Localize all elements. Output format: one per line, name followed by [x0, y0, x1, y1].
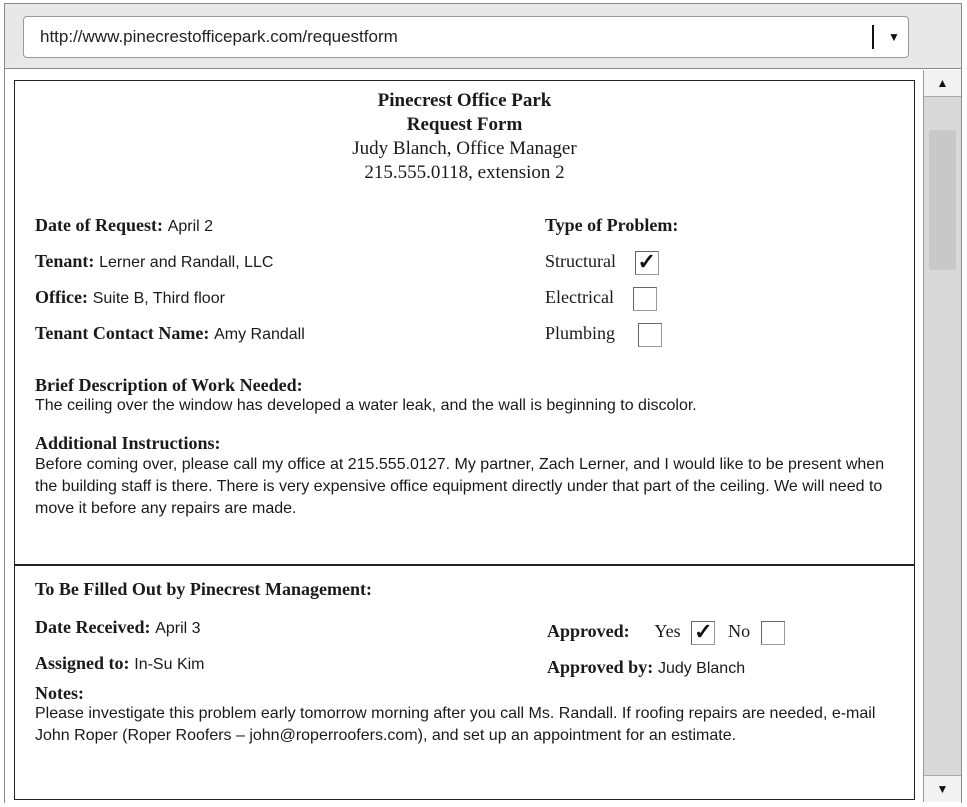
tenant-contact-field: [35, 321, 305, 347]
date-received-label: Date Received:: [35, 617, 151, 637]
office-field: [35, 285, 225, 311]
approved-by-field: [547, 655, 745, 681]
scroll-down-icon[interactable]: ▼: [924, 775, 961, 802]
text-cursor: [872, 25, 874, 49]
assigned-to-field: [35, 651, 205, 677]
tenant-label: Tenant:: [35, 251, 95, 271]
description-title: Brief Description of Work Needed:: [35, 375, 303, 395]
tenant-value: Lerner and Randall, LLC: [99, 254, 274, 271]
structural-checkbox[interactable]: ✓: [635, 251, 659, 275]
request-form: [14, 80, 915, 800]
tenant-contact-value: Amy Randall: [214, 326, 305, 343]
date-of-request-field: [35, 213, 213, 239]
plumbing-checkbox[interactable]: [638, 323, 662, 347]
scroll-up-icon[interactable]: ▲: [924, 70, 961, 97]
plumbing-label: Plumbing: [545, 323, 616, 343]
problem-type-title: [545, 213, 678, 238]
tenant-field: [35, 249, 273, 275]
approved-label: Approved:: [547, 621, 630, 641]
address-bar[interactable]: [23, 16, 909, 58]
electrical-label: Electrical: [545, 287, 614, 307]
url-text[interactable]: http://www.pinecrestofficepark.com/requestform: [40, 27, 398, 46]
instructions-title: Additional Instructions:: [35, 433, 221, 453]
approved-no-checkbox[interactable]: [761, 621, 785, 645]
form-phone: 215.555.0118, extension 2: [364, 162, 565, 183]
form-org-name: Pinecrest Office Park: [377, 90, 552, 111]
problem-option-structural: [545, 249, 659, 275]
office-label: Office:: [35, 287, 88, 307]
problem-option-plumbing: [545, 321, 662, 347]
management-title: To Be Filled Out by Pinecrest Management:: [35, 579, 372, 599]
assigned-to-label: Assigned to:: [35, 653, 130, 673]
assigned-to-value: In-Su Kim: [134, 656, 205, 673]
date-of-request-value: April 2: [167, 218, 214, 235]
vertical-scrollbar[interactable]: [923, 70, 961, 802]
chevron-down-icon[interactable]: ▼: [888, 30, 900, 44]
approved-no-label: No: [728, 621, 751, 641]
form-title: Request Form: [406, 114, 523, 135]
date-of-request-label: Date of Request:: [35, 215, 163, 235]
approved-yes-label: Yes: [654, 621, 681, 641]
structural-label: Structural: [545, 251, 616, 271]
approved-yes-checkbox[interactable]: ✓: [691, 621, 715, 645]
notes-title: Notes:: [35, 683, 84, 703]
instructions-text: Before coming over, please call my office at 215.555.0127. My partner, Zach Lerner, and I would like to be present when the building staff is there. There is very expensive office equipment directly under that part of the ceiling. We will need to move it before any repairs are made.: [35, 456, 885, 517]
problem-option-electrical: [545, 285, 657, 311]
problem-type-label: Type of Problem:: [545, 215, 679, 235]
date-received-value: April 3: [155, 620, 201, 637]
date-received-field: [35, 615, 201, 641]
electrical-checkbox[interactable]: [633, 287, 657, 311]
approved-by-value: Judy Blanch: [657, 660, 746, 677]
description-text: The ceiling over the window has developed a water leak, and the wall is beginning to discolor.: [35, 397, 697, 414]
scrollbar-thumb[interactable]: [929, 130, 956, 270]
form-manager: Judy Blanch, Office Manager: [352, 138, 577, 159]
tenant-contact-label: Tenant Contact Name:: [35, 323, 210, 343]
office-value: Suite B, Third floor: [92, 290, 225, 307]
notes-text: Please investigate this problem early tomorrow morning after you call Ms. Randall. If roofing repairs are needed, e-mail John Roper (Roper Roofers – john@roperroofers.com), and set up an appointment for an estimate.: [35, 705, 876, 744]
approved-field: [547, 619, 785, 645]
section-divider: [15, 564, 914, 566]
approved-by-label: Approved by:: [547, 657, 654, 677]
